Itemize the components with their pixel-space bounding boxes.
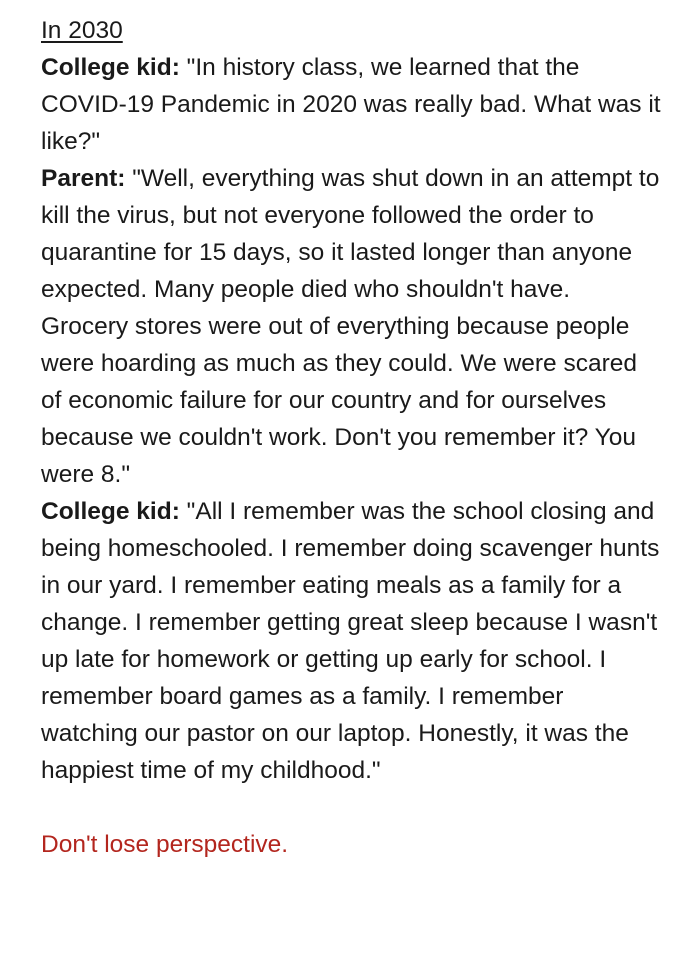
speaker-label: College kid:	[41, 54, 180, 81]
dialogue-line-parent-answer	[41, 160, 661, 493]
speaker-label: Parent:	[41, 165, 126, 192]
dialogue-line-college-kid-reply	[41, 493, 661, 789]
dialogue-line-college-kid-question	[41, 49, 661, 160]
dialogue-text: "Well, everything was shut down in an attempt to kill the virus, but not everyone followed the order to quarantine for 15 days, so it lasted longer than anyone expected. Many people died who shouldn't have. Grocery stores were out of everything because people were hoarding as much as they could. We were scared of economic failure for our country and for ourselves because we couldn't work. Don't you remember it? You were 8."	[41, 165, 660, 488]
story-document	[41, 12, 661, 863]
story-heading: In 2030	[41, 17, 123, 44]
dialogue-text: "In history class, we learned that the COVID-19 Pandemic in 2020 was really bad. What was it like?"	[41, 54, 661, 155]
closing-moral: Don't lose perspective.	[41, 831, 289, 858]
speaker-label: College kid:	[41, 498, 180, 525]
dialogue-text: "All I remember was the school closing and being homeschooled. I remember doing scavenger hunts in our yard. I remember eating meals as a family for a change. I remember getting great sleep because I wasn't up late for homework or getting up early for school. I remember board games as a family. I remember watching our pastor on our laptop. Honestly, it was the happiest time of my childhood."	[41, 498, 660, 784]
